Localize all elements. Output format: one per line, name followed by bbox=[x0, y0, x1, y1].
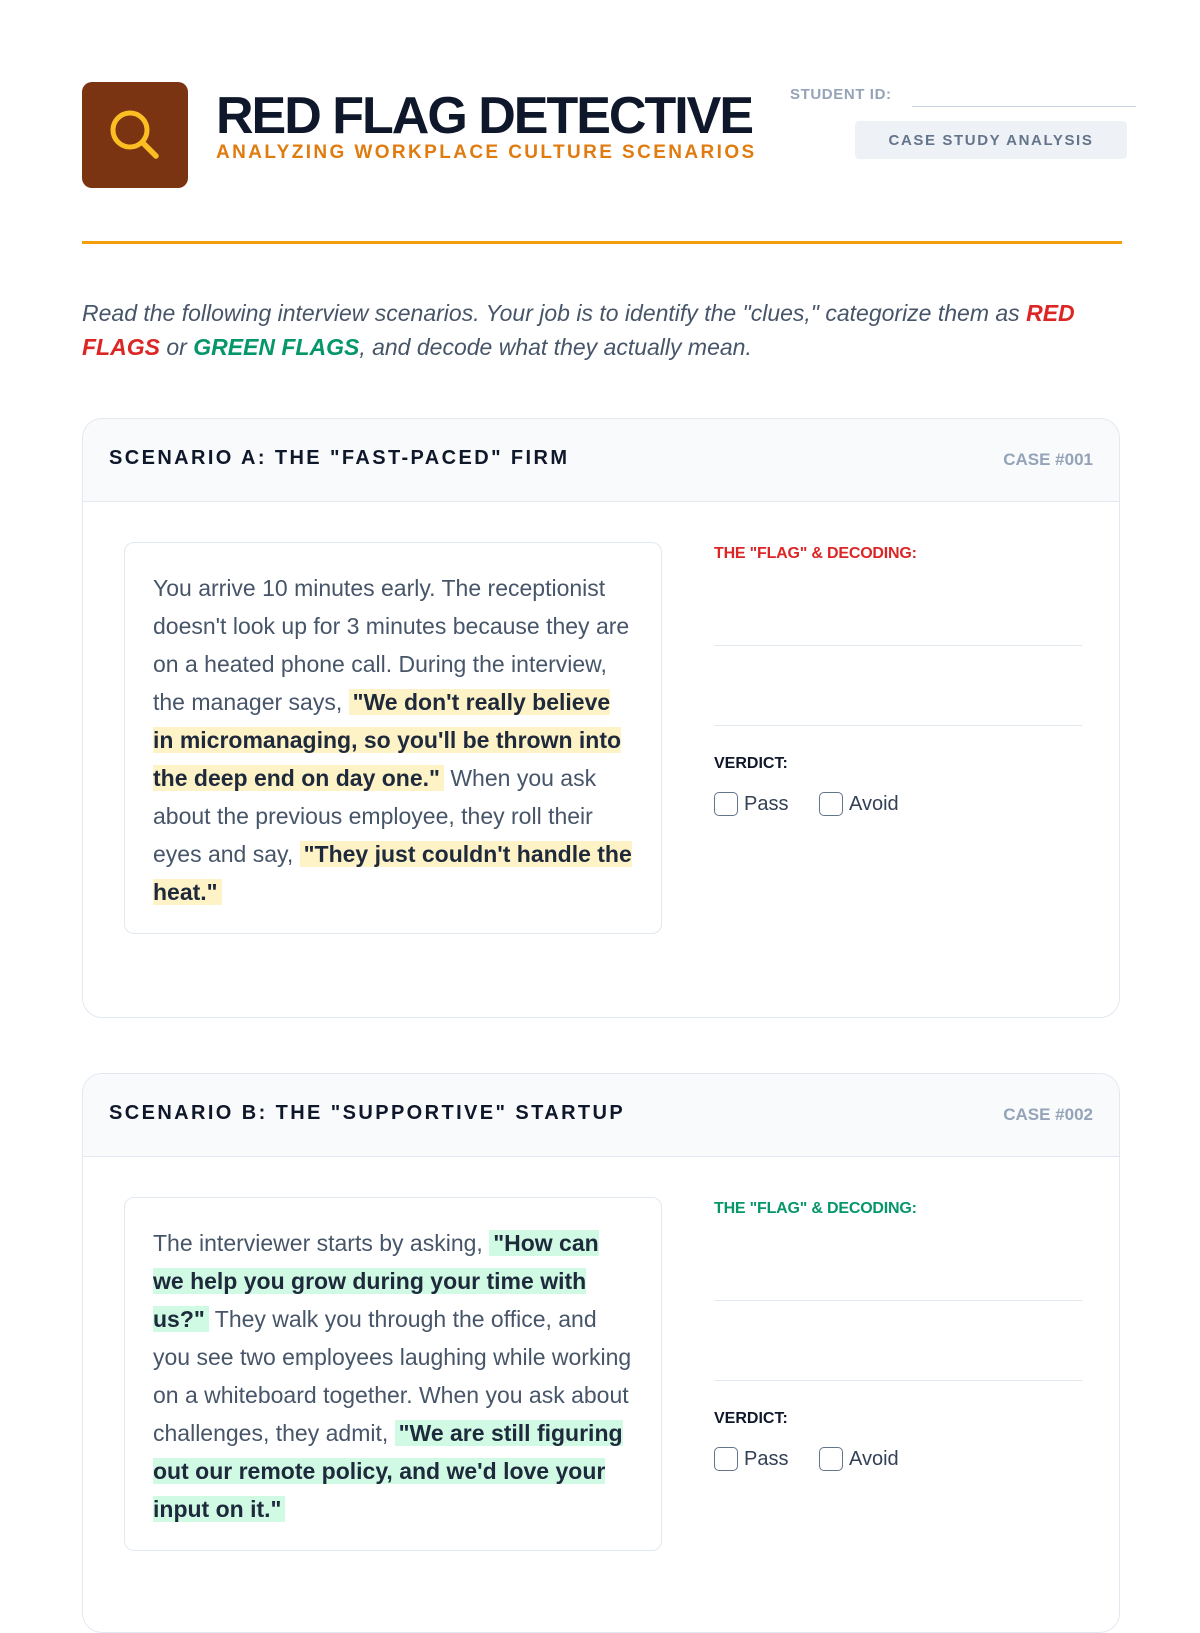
logo bbox=[82, 82, 188, 188]
pass-label: Pass bbox=[744, 792, 789, 815]
verdict-avoid-option[interactable] bbox=[819, 1447, 899, 1471]
decoding-label: THE "FLAG" & DECODING: bbox=[714, 1200, 917, 1217]
scenario-card-a bbox=[82, 418, 1120, 1018]
instructions-text: Read the following interview scenarios. Your job is to identify the "clues," categorize them as bbox=[82, 300, 1027, 326]
pass-checkbox[interactable] bbox=[714, 792, 738, 816]
pass-label: Pass bbox=[744, 1447, 789, 1470]
scenario-card-b bbox=[82, 1073, 1120, 1633]
worksheet-header bbox=[82, 82, 1134, 190]
answer-line[interactable] bbox=[714, 1380, 1082, 1381]
scenario-story bbox=[124, 1197, 662, 1551]
red-flags-term: RED FLAGS bbox=[82, 300, 1075, 360]
pass-checkbox[interactable] bbox=[714, 1447, 738, 1471]
student-id-field[interactable] bbox=[912, 106, 1136, 107]
highlighted-quote: "How can we help you grow during your time with us?" bbox=[153, 1230, 599, 1332]
verdict-label: VERDICT: bbox=[714, 755, 788, 772]
scenario-header bbox=[83, 419, 1119, 502]
scenario-title: SCENARIO A: THE "FAST-PACED" FIRM bbox=[109, 447, 570, 469]
verdict-avoid-option[interactable] bbox=[819, 792, 899, 816]
story-text: They walk you through the office, and you see two employees laughing while working on a whiteboard together. When you ask about challenges, they admit, bbox=[153, 1306, 632, 1446]
verdict-pass-option[interactable] bbox=[714, 792, 788, 816]
instructions bbox=[82, 296, 1132, 364]
highlighted-quote: "They just couldn't handle the heat." bbox=[153, 841, 632, 905]
instructions-text-end: , and decode what they actually mean. bbox=[359, 334, 752, 360]
highlighted-quote: "We don't really believe in micromanaging, so you'll be thrown into the deep end on day one." bbox=[153, 689, 622, 791]
scenario-story bbox=[124, 542, 662, 934]
scenario-title: SCENARIO B: THE "SUPPORTIVE" STARTUP bbox=[109, 1102, 626, 1124]
story-text: The interviewer starts by asking, bbox=[153, 1230, 490, 1256]
avoid-label: Avoid bbox=[849, 792, 899, 815]
magnifying-glass-icon bbox=[104, 104, 166, 166]
green-flags-term: GREEN FLAGS bbox=[193, 334, 360, 360]
answer-line[interactable] bbox=[714, 645, 1082, 646]
story-text: You arrive 10 minutes early. The receptionist doesn't look up for 3 minutes because they are on a heated phone call. During the interview, the manager says, bbox=[153, 575, 630, 715]
decoding-label: THE "FLAG" & DECODING: bbox=[714, 545, 917, 562]
page-title: RED FLAG DETECTIVE bbox=[216, 87, 753, 145]
verdict-pass-option[interactable] bbox=[714, 1447, 788, 1471]
verdict-label: VERDICT: bbox=[714, 1410, 788, 1427]
instructions-connector: or bbox=[159, 334, 194, 360]
case-study-badge: CASE STUDY ANALYSIS bbox=[855, 121, 1127, 159]
scenario-header bbox=[83, 1074, 1119, 1157]
avoid-checkbox[interactable] bbox=[819, 792, 843, 816]
case-number: CASE #001 bbox=[1003, 450, 1093, 469]
case-number: CASE #002 bbox=[1003, 1105, 1093, 1124]
answer-line[interactable] bbox=[714, 1300, 1082, 1301]
avoid-checkbox[interactable] bbox=[819, 1447, 843, 1471]
header-divider bbox=[82, 241, 1122, 244]
avoid-label: Avoid bbox=[849, 1447, 899, 1470]
highlighted-quote: "We are still figuring out our remote policy, and we'd love your input on it." bbox=[153, 1420, 623, 1522]
student-id-label: STUDENT ID: bbox=[790, 86, 892, 103]
answer-line[interactable] bbox=[714, 725, 1082, 726]
story-text: When you ask about the previous employee, they roll their eyes and say, bbox=[153, 765, 597, 867]
page-subtitle: ANALYZING WORKPLACE CULTURE SCENARIOS bbox=[216, 142, 757, 163]
